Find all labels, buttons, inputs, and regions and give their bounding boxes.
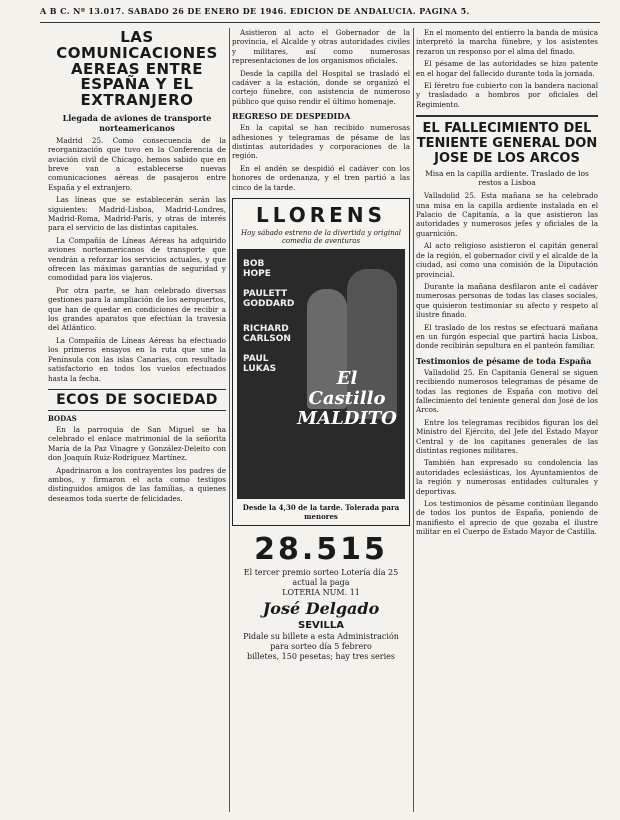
paragraph: En el momento del entierro la banda de música interpretó la marcha fúnebre, y los asistentes rezaron un responso por el alma del finado. [416, 28, 598, 56]
advert-tagline: Hoy sábado estreno de la divertida y original comedia de aventuras [240, 229, 402, 246]
lottery-line: para sorteo día 5 febrero [270, 642, 372, 652]
star-name: PAUL LUKAS [243, 354, 277, 375]
paragraph: Valladolid 25. Esta mañana se ha celebrado una misa en la capilla ardiente instalada en el Palacio de Capitanía, a la que asistieron las autoridades y numerosos jefes y oficiales de la guarnición. [416, 191, 598, 238]
film-title: El Castillo MALDITO [297, 368, 397, 430]
paragraph: En la capital se han recibido numerosas adhesiones y telegramas de pésame de las distintas autoridades y corporaciones de la región. [232, 123, 410, 161]
star-name: PAULETT GODDARD [243, 289, 295, 310]
paragraph: Madrid 25. Como consecuencia de la reorganización que tuvo en la Conferencia de aviación civil de Chicago, hemos sabido que en breve van a establecerse nuevas comunicaciones aéreas de pasajeros entre España y el extranjero. [48, 135, 226, 192]
paragraph: Valladolid 25. En Capitanía General se siguen recibiendo numerosos telegramas de pésame de todas las regiones de España con motivo del fallecimiento del teniente general don José de los Arcos. [416, 367, 598, 415]
lottery-city: SEVILLA [298, 620, 344, 632]
masthead: A B C. Nº 13.017. SABADO 26 DE ENERO DE 1946. EDICION DE ANDALUCIA. PAGINA 5. [40, 6, 600, 23]
column-1 [48, 28, 226, 812]
paragraph: En el andén se despidió el cadáver con los honores de ordenanza, y el tren partió a las cinco de la tarde. [232, 163, 410, 192]
paragraph: La Compañía de Líneas Aéreas ha adquirido aviones norteamericanos de transporte que vendrán a reforzar los servicios actuales, y que ofrecen las máximas garantías de seguridad y comodidad para los viajeros. [48, 235, 226, 283]
ecos-de-sociedad-title: ECOS DE SOCIEDAD [48, 389, 226, 411]
paragraph: Los testimonios de pésame continúan llegando de todos los puntos de España, poniendo de manifiesto el aprecio de que gozaba el ilustre militar en el Cuerpo de Estado Mayor de Castilla. [416, 499, 598, 537]
paragraph: Entre los telegramas recibidos figuran los del Ministro del Ejército, del Jefe del Estado Mayor Central y de los capitanes generales de las distintas regiones militares. [416, 417, 598, 455]
section-heading: REGRESO DE DESPEDIDA [232, 111, 351, 122]
column-rule [413, 28, 414, 812]
cinema-name: LLORENS [256, 203, 386, 228]
paragraph: En la parroquia de San Miguel se ha celebrado el enlace matrimonial de la señorita María de la Paz Vinagre y González-Deleito con don Joaquín Ruiz-Rodríguez Martínez. [48, 424, 226, 463]
advert-times: Desde la 4,30 de la tarde. Tolerada para menores [242, 503, 400, 522]
lottery-line: actual la paga [292, 578, 350, 588]
paragraph: Asistieron al acto el Gobernador de la provincia, el Alcalde y otras autoridades civiles y militares, así como numerosas representaciones de los organismos oficiales. [232, 28, 410, 66]
paragraph: Durante la mañana desfilaron ante el cadáver numerosas personas de todas las clases sociales, que quisieron testimoniar su afecto y respeto al ilustre finado. [416, 281, 598, 320]
subhead-aviones: Llegada de aviones de transporte norteamericanos [62, 112, 212, 133]
paragraph: La Compañía de Líneas Aéreas ha efectuado los primeros ensayos en la ruta que une la Península con las islas Canarias, con resultado satisfactorio en todos los vuelos efectuados hasta la fecha. [48, 335, 226, 383]
subhead-misa: Misa en la capilla ardiente. Traslado de los restos a Lisboa [425, 169, 589, 188]
column-3 [416, 28, 598, 812]
paragraph: El traslado de los restos se efectuará mañana en un furgón especial que partirá hacia Lisboa, donde recibirán sepultura en el panteón familiar. [416, 322, 598, 351]
lottery-advert [232, 532, 410, 661]
lottery-seller: José Delgado [262, 599, 380, 619]
section-heading: Testimonios de pésame de toda España [416, 355, 592, 366]
lottery-line: El tercer premio sorteo Lotería día 25 [243, 568, 399, 578]
paragraph: El pésame de las autoridades se hizo patente en el hogar del fallecido durante toda la jornada. [416, 59, 598, 78]
lottery-line: LOTERIA NUM. 11 [282, 588, 360, 598]
star-name: RICHARD CARLSON [243, 324, 291, 345]
paragraph: Desde la capilla del Hospital se trasladó el cadáver a la estación, donde se organizó el cortejo fúnebre, con asistencia de numeroso público que quiso rendir el último homenaje. [232, 68, 410, 106]
headline-comunicaciones: LAS COMUNICACIONES AEREAS ENTRE ESPAÑA Y EL EXTRANJERO [56, 28, 218, 109]
lottery-line: billetes, 150 pesetas; hay tres series [247, 652, 395, 662]
paragraph: También han expresado su condolencia las autoridades eclesiásticas, los Ayuntamientos de la región y numerosas entidades culturales y deportivas. [416, 458, 598, 496]
film-poster [237, 249, 405, 499]
column-rule [229, 28, 230, 812]
headline-fallecimiento: EL FALLECIMIENTO DEL TENIENTE GENERAL DON JOSE DE LOS ARCOS [416, 115, 598, 166]
column-2 [232, 28, 410, 812]
paragraph: Por otra parte, se han celebrado diversas gestiones para la ampliación de los aeropuertos, que han de quedar en condiciones de recibir a los grandes aparatos que efectúan la travesía del Atlántico. [48, 285, 226, 333]
lottery-line: Pidale su billete a esta Administración [243, 632, 399, 642]
star-name: BOB HOPE [243, 259, 271, 280]
lottery-number: 28.515 [254, 532, 388, 568]
cinema-advert [232, 198, 410, 526]
paragraph: Las líneas que se establecerán serán las siguientes: Madrid-Lisboa, Madrid-Londres, Madrid-Roma, Madrid-París, y otras de interés para el servicio de las distintas capitales. [48, 195, 226, 233]
paragraph: Al acto religioso asistieron el capitán general de la región, el gobernador civil y el alcalde de la ciudad, así como una comisión de la Diputación provincial. [416, 241, 598, 279]
paragraph: Apadrinaron a los contrayentes los padres de ambos, y firmaron el acta como testigos distinguidos amigos de las familias, a quienes deseamos toda suerte de felicidades. [48, 465, 226, 503]
bodas-label: BODAS [48, 413, 77, 423]
paragraph: El féretro fue cubierto con la bandera nacional y trasladado a hombros por oficiales del Regimiento. [416, 81, 598, 109]
